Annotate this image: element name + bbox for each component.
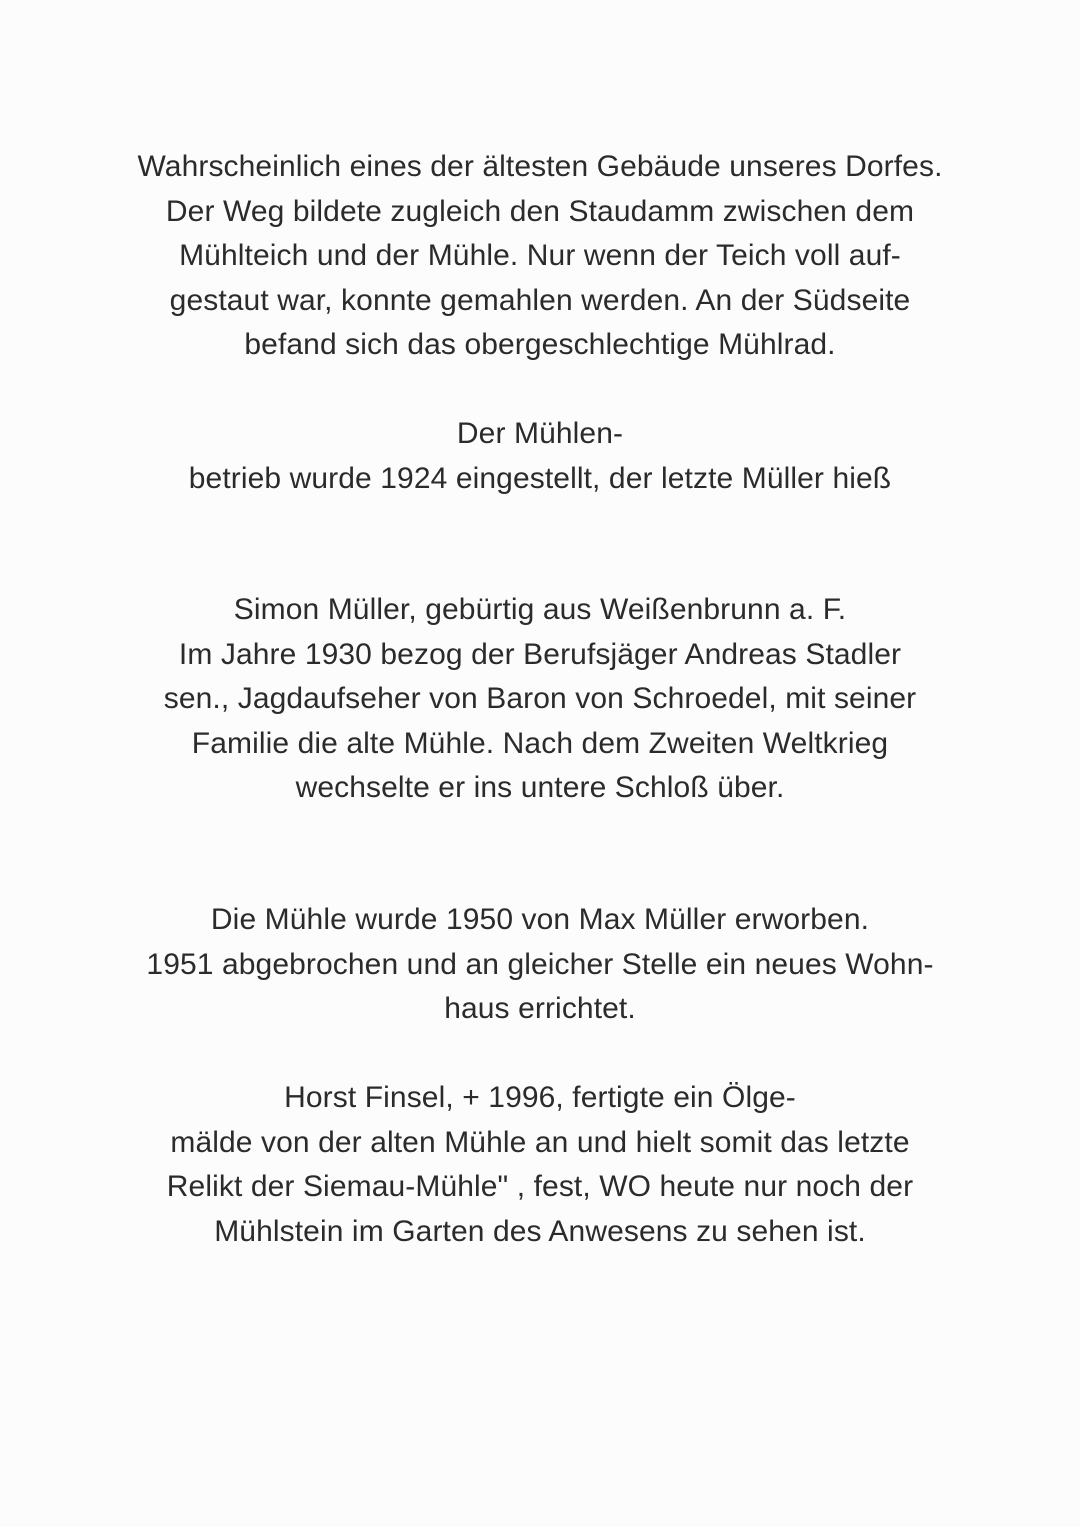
- text-line: Wahrscheinlich eines der ältesten Gebäude unseres Dorfes.: [137, 150, 943, 183]
- paragraph-mill-closure: [0, 412, 1080, 501]
- text-line: Der Mühlen-: [456, 417, 624, 450]
- text-line: befand sich das obergeschlechtige Mühlrad.: [244, 328, 836, 361]
- text-line: Relikt der Siemau-Mühle" , fest, WO heute nur noch der: [166, 1170, 914, 1203]
- paragraph-mill-history: [0, 145, 1080, 368]
- text-line: Horst Finsel, + 1996, fertigte ein Ölge-: [284, 1081, 796, 1114]
- paragraph-painting: [0, 1076, 1080, 1254]
- text-line: wechselte er ins untere Schloß über.: [295, 771, 785, 804]
- text-line: mälde von der alten Mühle an und hielt somit das letzte: [170, 1125, 910, 1159]
- text-line: 1951 abgebrochen und an gleicher Stelle ein neues Wohn-: [146, 947, 934, 981]
- text-line: Im Jahre 1930 bezog der Berufsjäger Andreas Stadler: [178, 637, 902, 671]
- text-line: betrieb wurde 1924 eingestellt, der letzte Müller hieß: [188, 461, 892, 495]
- text-line: Der Weg bildete zugleich den Staudamm zwischen dem: [165, 194, 915, 228]
- paragraph-demolition: [0, 898, 1080, 1032]
- text-line: Mühlstein im Garten des Anwesens zu sehen ist.: [214, 1214, 866, 1248]
- paragraph-last-miller: [0, 588, 1080, 811]
- text-line: Mühlteich und der Mühle. Nur wenn der Teich voll auf-: [179, 239, 901, 272]
- text-line: sen., Jagdaufseher von Baron von Schroedel, mit seiner: [163, 682, 917, 715]
- text-line: Die Mühle wurde 1950 von Max Müller erworben.: [210, 903, 870, 936]
- text-line: gestaut war, konnte gemahlen werden. An der Südseite: [169, 283, 911, 317]
- text-line: haus errichtet.: [444, 992, 636, 1025]
- text-line: Simon Müller, gebürtig aus Weißenbrunn a. F.: [233, 593, 847, 626]
- text-line: Familie die alte Mühle. Nach dem Zweiten Weltkrieg: [191, 726, 889, 760]
